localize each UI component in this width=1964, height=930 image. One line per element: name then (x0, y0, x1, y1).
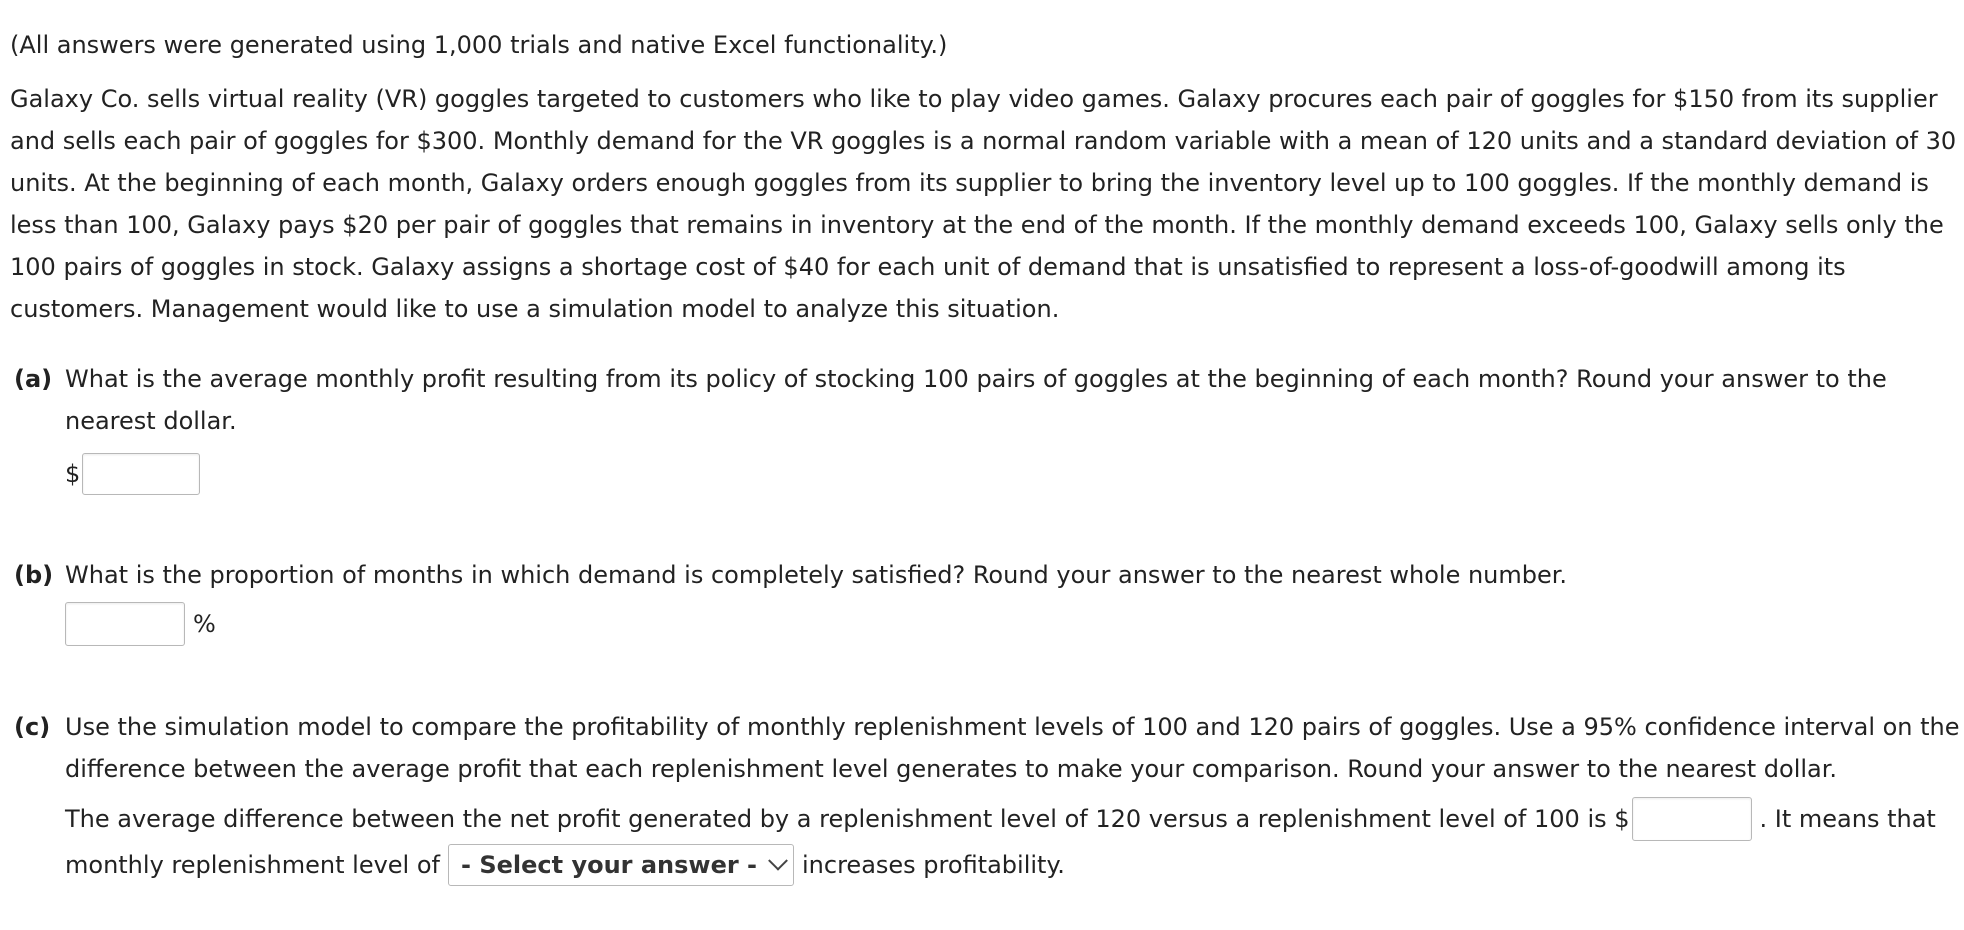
answer-c-block (65, 795, 1963, 887)
replenishment-select-value: - Select your answer - (461, 851, 758, 879)
problem-description: Galaxy Co. sells virtual reality (VR) goggles targeted to customers who like to play video games. Galaxy procures each pair of goggles for $150 from its supplier and sells each pair of goggles for $300. Monthly demand for the VR goggles is a normal random variable with a mean of 120 units and a standard deviation of 30 units. At the beginning of each month, Galaxy orders enough goggles from its supplier to bring the inventory level up to 100 goggles. If the monthly demand is less than 100, Galaxy pays $20 per pair of goggles that remains in inventory at the end of the month. If the monthly demand exceeds 100, Galaxy sells only the 100 pairs of goggles in stock. Galaxy assigns a shortage cost of $40 for each unit of demand that is unsatisfied to represent a loss-of-goodwill among its customers. Management would like to use a simulation model to analyze this situation. (10, 85, 1957, 323)
question-c-text: Use the simulation model to compare the profitability of monthly replenishment levels of 100 and 120 pairs of goggles. Use a 95% confidence interval on the difference between the average profit that each replenishment level generates to make your comparison. Round your answer to the nearest dollar. (65, 713, 1960, 783)
answer-b-input[interactable] (65, 602, 185, 646)
answer-b-row (65, 602, 216, 646)
answer-a-input[interactable] (82, 453, 200, 495)
answer-c-line1 (65, 795, 1963, 843)
answer-c-line2 (65, 843, 1963, 887)
answer-b-percent: % (193, 610, 216, 638)
replenishment-select[interactable] (448, 844, 794, 886)
answer-c-line1-before: The average difference between the net profit generated by a replenishment level of 120 versus a replenishment level of 100 is $ (65, 805, 1630, 833)
answer-a-row (65, 452, 200, 496)
question-b-label: (b) (14, 561, 54, 589)
answer-c-line1-after: . It means that (1759, 805, 1936, 833)
question-b-text: What is the proportion of months in which demand is completely satisfied? Round your answer to the nearest whole number. (65, 561, 1568, 589)
question-a-text: What is the average monthly profit resulting from its policy of stocking 100 pairs of goggles at the beginning of each month? Round your answer to the nearest dollar. (65, 365, 1887, 435)
excel-note: (All answers were generated using 1,000 trials and native Excel functionality.) (10, 31, 948, 59)
chevron-down-icon (768, 851, 788, 871)
answer-c-input[interactable] (1632, 797, 1752, 841)
question-a-label: (a) (14, 365, 53, 393)
answer-c-line2-after: increases profitability. (802, 851, 1065, 879)
answer-c-line2-before: monthly replenishment level of (65, 851, 440, 879)
question-c-label: (c) (14, 713, 51, 741)
answer-a-currency: $ (65, 460, 81, 488)
